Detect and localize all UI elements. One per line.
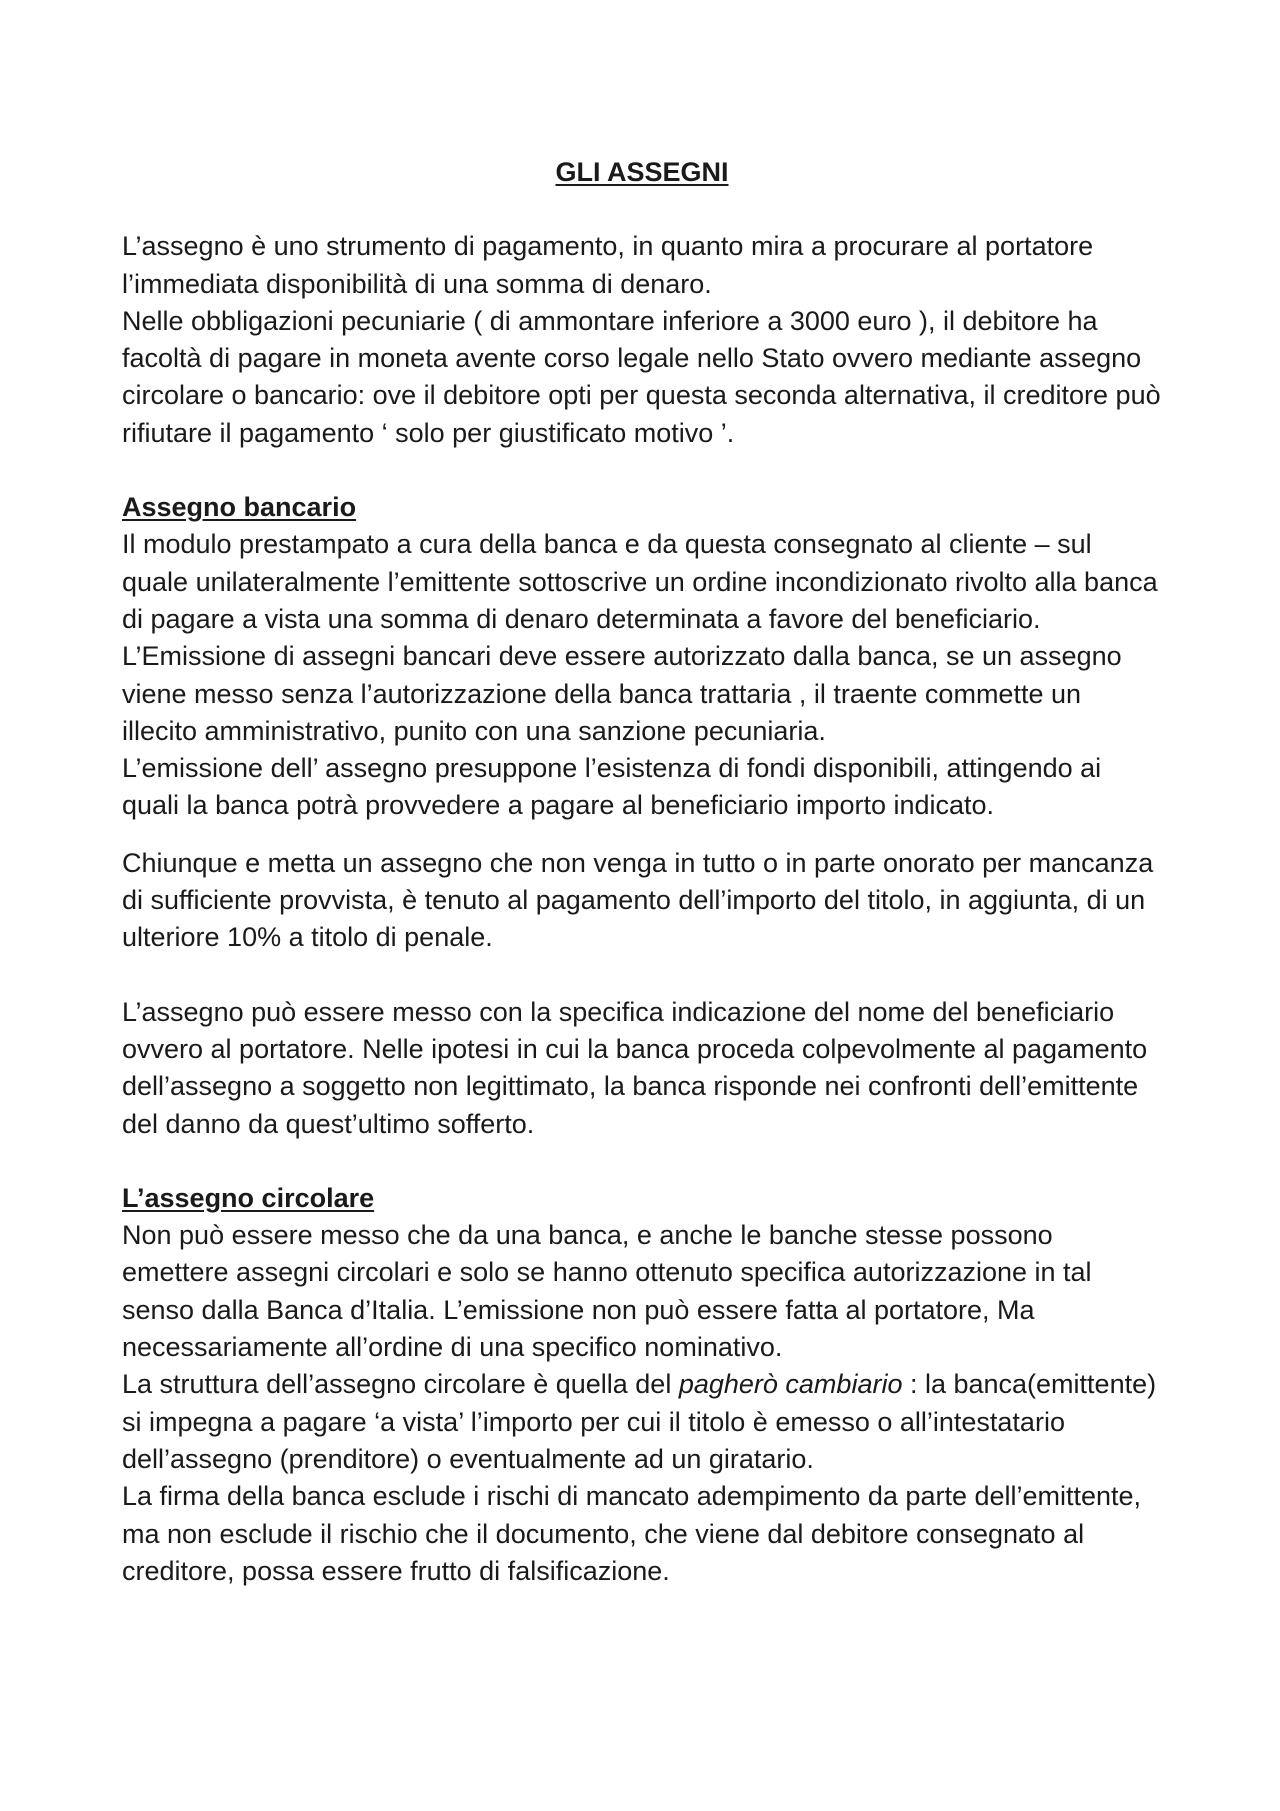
spacer <box>122 957 1162 994</box>
spacer <box>122 452 1162 489</box>
intro-paragraph: Nelle obbligazioni pecuniarie ( di ammontare inferiore a 3000 euro ), il debitore ha facoltà di pagare in moneta avente corso legale nello Stato ovvero mediante assegno circolare o bancario: ove il debitore opti per questa seconda alternativa, il creditore può rifiutare il pagamento ‘ solo per giustificato motivo ’. <box>122 305 1161 448</box>
bancario-paragraph: L’assegno può essere messo con la specifica indicazione del nome del beneficiario ovvero al portatore. Nelle ipotesi in cui la banca proceda colpevolmente al pagamento dell’assegno a soggetto non legittimato, la banca risponde nei confronti dell’emittente del danno da quest’ultimo sofferto. <box>122 996 1148 1139</box>
text-span: La struttura dell’assegno circolare è quella del <box>122 1369 679 1400</box>
text-span: : la banca(emittente) si impegna a pagare ‘a vista’ l’importo per cui il titolo è emesso o all’intestatario dell’assegno (prenditore) o eventualmente ad un giratario. <box>122 1369 1157 1474</box>
section-heading-assegno-circolare: L’assegno circolare <box>122 1182 375 1213</box>
circolare-paragraph: Non può essere messo che da una banca, e anche le banche stesse possono emettere assegni circolari e solo se hanno ottenuto specifica autorizzazione in tal senso dalla Banca d’Italia. L’emissione non può essere fatta al portatore, Ma necessariamente all’ordine di una specifico nominativo. <box>122 1220 1092 1363</box>
document-body <box>122 154 1162 1590</box>
spacer <box>122 1143 1162 1180</box>
bancario-paragraph: Il modulo prestampato a cura della banca e da questa consegnato al cliente – sul quale unilateralmente l’emittente sottoscrive un ordine incondizionato rivolto alla banca di pagare a vista una somma di denaro determinata a favore del beneficiario. <box>122 529 1158 634</box>
bancario-paragraph: L’Emissione di assegni bancari deve essere autorizzato dalla banca, se un assegno viene messo senza l’autorizzazione della banca trattaria , il traente commette un illecito amministrativo, punito con una sanzione pecuniaria. <box>122 641 1122 746</box>
bancario-paragraph: Chiunque e metta un assegno che non venga in tutto o in parte onorato per mancanza di sufficiente provvista, è tenuto al pagamento dell’importo del titolo, in aggiunta, di un ulteriore 10% a titolo di penale. <box>122 847 1154 953</box>
intro-paragraph: L’assegno è uno strumento di pagamento, in quanto mira a procurare al portatore l’immediata disponibilità di una somma di denaro. <box>122 231 1094 299</box>
circolare-paragraph <box>122 1366 1162 1478</box>
italic-term: pagherò cambiario <box>678 1369 903 1400</box>
bancario-paragraph: L’emissione dell’ assegno presuppone l’esistenza di fondi disponibili, attingendo ai quali la banca potrà provvedere a pagare al beneficiario importo indicato. <box>122 753 1102 821</box>
spacer <box>122 825 1162 845</box>
document-title: GLI ASSEGNI <box>555 157 729 187</box>
section-heading-assegno-bancario: Assegno bancario <box>122 492 357 523</box>
circolare-paragraph: La firma della banca esclude i rischi di mancato adempimento da parte dell’emittente, ma non esclude il rischio che il documento, che viene dal debitore consegnato al creditore, possa essere frutto di falsificazione. <box>122 1481 1142 1586</box>
